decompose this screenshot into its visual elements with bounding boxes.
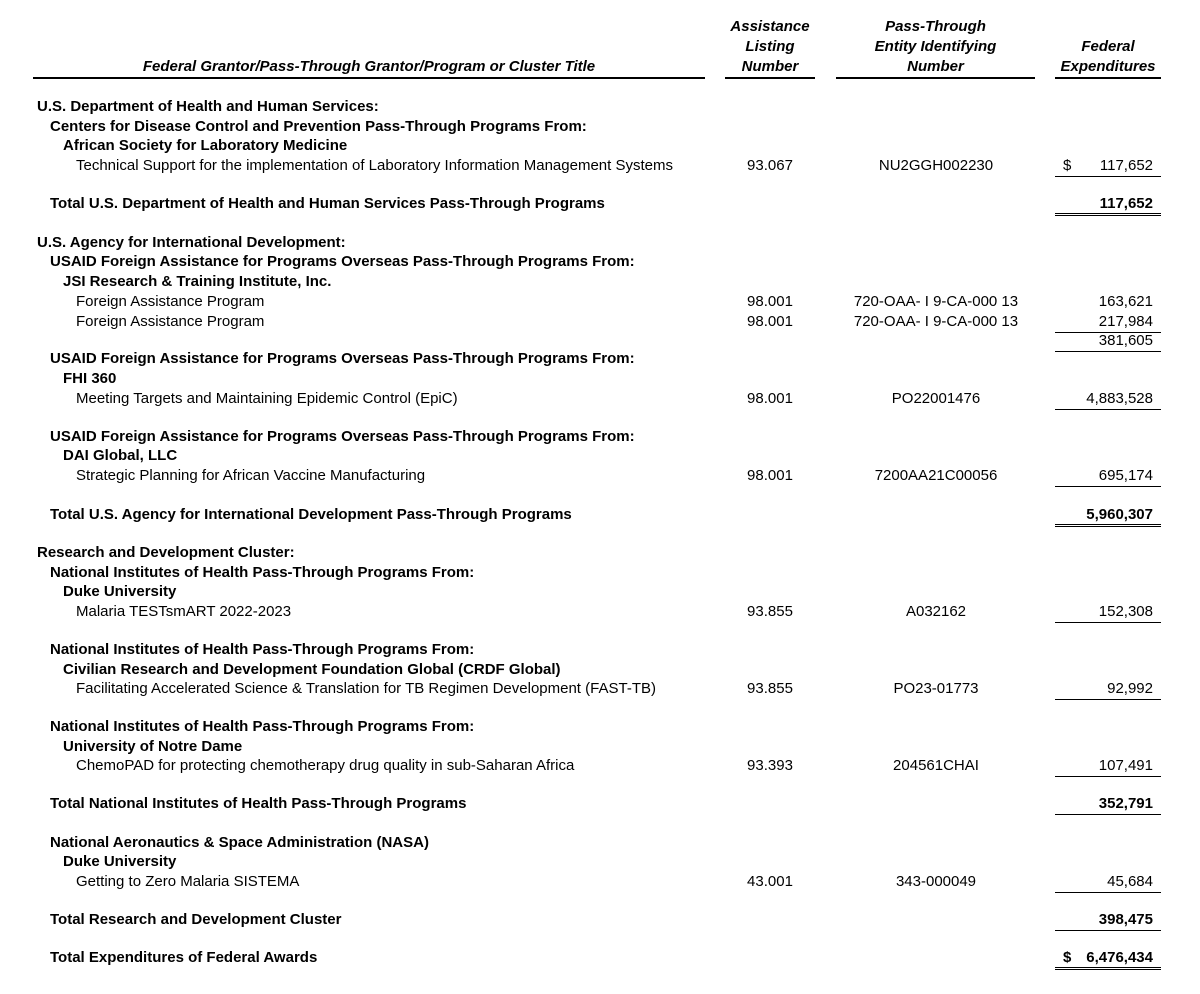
program-row bbox=[0, 156, 1200, 176]
usaid-entity-row bbox=[0, 369, 1200, 389]
expenditure-amount bbox=[1055, 466, 1161, 487]
program-title: Strategic Planning for African Vaccine Manufacturing bbox=[76, 467, 426, 484]
listing-number: 98.001 bbox=[747, 467, 793, 484]
usaid-total-row bbox=[0, 505, 1200, 525]
program-title: Facilitating Accelerated Science & Translation for TB Regimen Development (FAST-TB) bbox=[76, 680, 656, 697]
total-value: 5,960,307 bbox=[1086, 506, 1153, 523]
amount-value: 163,621 bbox=[1098, 293, 1153, 310]
total-value: 117,652 bbox=[1099, 195, 1153, 212]
total-label: Total National Institutes of Health Pass-Through Programs bbox=[50, 795, 467, 812]
pass-through-heading: USAID Foreign Assistance for Programs Overseas Pass-Through Programs From: bbox=[50, 350, 635, 367]
listing-number: 93.393 bbox=[747, 757, 793, 774]
rd-entity-row bbox=[0, 737, 1200, 757]
program-row bbox=[0, 466, 1200, 486]
header-entity-line3: Number bbox=[907, 58, 964, 75]
currency-symbol: $ bbox=[1063, 949, 1072, 966]
total-label: Total U.S. Department of Health and Human Services Pass-Through Programs bbox=[50, 195, 605, 212]
total-label: Total Research and Development Cluster bbox=[50, 911, 342, 928]
rd-entity-row bbox=[0, 582, 1200, 602]
rd-pass-through-row bbox=[0, 640, 1200, 660]
amount-value: 695,174 bbox=[1098, 467, 1153, 484]
entity-id: PO23-01773 bbox=[893, 680, 979, 697]
header-entity-line2: Entity Identifying bbox=[874, 38, 997, 55]
program-title: Getting to Zero Malaria SISTEMA bbox=[76, 873, 300, 890]
agency-heading: National Aeronautics & Space Administration (NASA) bbox=[50, 834, 429, 851]
listing-number: 98.001 bbox=[747, 293, 793, 310]
entity-id: 343-000049 bbox=[895, 873, 977, 890]
total-amount bbox=[1055, 194, 1161, 216]
listing-number: 43.001 bbox=[747, 873, 793, 890]
grand-total-value: 6,476,434 bbox=[1086, 949, 1153, 966]
usaid-department-row bbox=[0, 233, 1200, 253]
listing-number: 93.855 bbox=[747, 680, 793, 697]
total-amount bbox=[1055, 505, 1161, 527]
hhs-entity-row bbox=[0, 136, 1200, 156]
expenditure-amount bbox=[1055, 756, 1161, 777]
pass-through-heading: National Institutes of Health Pass-Through Programs From: bbox=[50, 564, 475, 581]
hhs-department-row bbox=[0, 97, 1200, 117]
column-header-title bbox=[33, 57, 705, 79]
header-listing-line3: Number bbox=[741, 58, 799, 75]
rd-total-row bbox=[0, 910, 1200, 930]
entity-id: 7200AA21C00056 bbox=[874, 467, 998, 484]
grand-total-label: Total Expenditures of Federal Awards bbox=[50, 949, 318, 966]
program-row bbox=[0, 679, 1200, 699]
total-value: 398,475 bbox=[1098, 911, 1153, 928]
subtotal-value: 381,605 bbox=[1098, 332, 1153, 349]
header-entity-line1: Pass-Through bbox=[885, 18, 986, 35]
amount-value: 117,652 bbox=[1099, 157, 1153, 174]
header-title-text: Federal Grantor/Pass-Through Grantor/Program or Cluster Title bbox=[142, 58, 596, 75]
entity-name: DAI Global, LLC bbox=[63, 447, 178, 464]
header-expend-line2: Expenditures bbox=[1060, 58, 1156, 75]
program-row bbox=[0, 602, 1200, 622]
amount-value: 107,491 bbox=[1098, 757, 1153, 774]
header-expend-line1: Federal bbox=[1081, 38, 1135, 55]
expenditure-amount bbox=[1055, 156, 1161, 177]
entity-name: Duke University bbox=[63, 583, 177, 600]
entity-name: Civilian Research and Development Foundation Global (CRDF Global) bbox=[63, 661, 561, 678]
header-listing-line1: Assistance bbox=[730, 18, 810, 35]
rd-pass-through-row bbox=[0, 563, 1200, 583]
grand-total-amount bbox=[1055, 948, 1161, 970]
nih-total-row bbox=[0, 794, 1200, 814]
entity-name: Duke University bbox=[63, 853, 177, 870]
total-amount bbox=[1055, 910, 1161, 931]
program-row bbox=[0, 389, 1200, 409]
total-label: Total U.S. Agency for International Development Pass-Through Programs bbox=[50, 506, 572, 523]
total-value: 352,791 bbox=[1098, 795, 1153, 812]
rd-entity-row bbox=[0, 852, 1200, 872]
program-title: ChemoPAD for protecting chemotherapy drug quality in sub-Saharan Africa bbox=[76, 757, 575, 774]
program-title: Foreign Assistance Program bbox=[76, 313, 265, 330]
expenditure-amount bbox=[1055, 872, 1161, 893]
pass-through-heading: USAID Foreign Assistance for Programs Overseas Pass-Through Programs From: bbox=[50, 428, 635, 445]
rd-entity-row bbox=[0, 660, 1200, 680]
usaid-pass-through-row bbox=[0, 427, 1200, 447]
program-row bbox=[0, 756, 1200, 776]
entity-name: JSI Research & Training Institute, Inc. bbox=[63, 273, 332, 290]
currency-symbol: $ bbox=[1063, 157, 1072, 174]
listing-number: 98.001 bbox=[747, 313, 793, 330]
amount-value: 92,992 bbox=[1107, 680, 1153, 697]
program-title: Meeting Targets and Maintaining Epidemic Control (EpiC) bbox=[76, 390, 458, 407]
cluster-heading: Research and Development Cluster: bbox=[37, 544, 295, 561]
program-row bbox=[0, 312, 1200, 332]
listing-number: 98.001 bbox=[747, 390, 793, 407]
amount-value: 217,984 bbox=[1098, 313, 1153, 330]
column-header-entity bbox=[836, 17, 1035, 79]
total-amount bbox=[1055, 794, 1161, 815]
expenditure-amount bbox=[1055, 679, 1161, 700]
entity-id: PO22001476 bbox=[891, 390, 981, 407]
pass-through-heading: Centers for Disease Control and Prevention Pass-Through Programs From: bbox=[50, 118, 587, 135]
amount-value: 152,308 bbox=[1098, 603, 1153, 620]
listing-number: 93.855 bbox=[747, 603, 793, 620]
header-listing-line2: Listing bbox=[745, 38, 795, 55]
amount-value: 4,883,528 bbox=[1086, 390, 1153, 407]
rd-agency-row bbox=[0, 833, 1200, 853]
pass-through-heading: USAID Foreign Assistance for Programs Overseas Pass-Through Programs From: bbox=[50, 253, 635, 270]
program-title: Foreign Assistance Program bbox=[76, 293, 265, 310]
grand-total-row bbox=[0, 948, 1200, 968]
subtotal-row bbox=[0, 331, 1200, 351]
program-title: Technical Support for the implementation of Laboratory Information Management Systems bbox=[76, 157, 673, 174]
usaid-pass-through-row bbox=[0, 349, 1200, 369]
program-row bbox=[0, 872, 1200, 892]
expenditure-amount bbox=[1055, 389, 1161, 410]
amount-value: 45,684 bbox=[1107, 873, 1153, 890]
column-header-expenditures bbox=[1055, 37, 1161, 79]
program-row bbox=[0, 292, 1200, 312]
entity-name: FHI 360 bbox=[63, 370, 117, 387]
entity-id: 720-OAA- I 9-CA-000 13 bbox=[853, 313, 1019, 330]
pass-through-heading: National Institutes of Health Pass-Through Programs From: bbox=[50, 641, 475, 658]
column-header-listing bbox=[725, 17, 815, 79]
hhs-total-row bbox=[0, 194, 1200, 214]
usaid-pass-through-row bbox=[0, 252, 1200, 272]
entity-name: African Society for Laboratory Medicine bbox=[63, 137, 348, 154]
usaid-entity-row bbox=[0, 446, 1200, 466]
entity-id: 720-OAA- I 9-CA-000 13 bbox=[853, 293, 1019, 310]
rd-cluster-row bbox=[0, 543, 1200, 563]
usaid-entity-row bbox=[0, 272, 1200, 292]
rd-pass-through-row bbox=[0, 717, 1200, 737]
expenditure-amount bbox=[1055, 602, 1161, 623]
department-heading: U.S. Department of Health and Human Services: bbox=[37, 98, 379, 115]
program-title: Malaria TESTsmART 2022-2023 bbox=[76, 603, 292, 620]
hhs-pass-through-row bbox=[0, 117, 1200, 137]
entity-id: A032162 bbox=[905, 603, 967, 620]
expenditure-amount bbox=[1055, 312, 1161, 333]
entity-name: University of Notre Dame bbox=[63, 738, 243, 755]
entity-id: 204561CHAI bbox=[893, 757, 979, 774]
listing-number: 93.067 bbox=[747, 157, 793, 174]
entity-id: NU2GGH002230 bbox=[878, 157, 994, 174]
department-heading: U.S. Agency for International Development: bbox=[37, 234, 346, 251]
pass-through-heading: National Institutes of Health Pass-Through Programs From: bbox=[50, 718, 475, 735]
